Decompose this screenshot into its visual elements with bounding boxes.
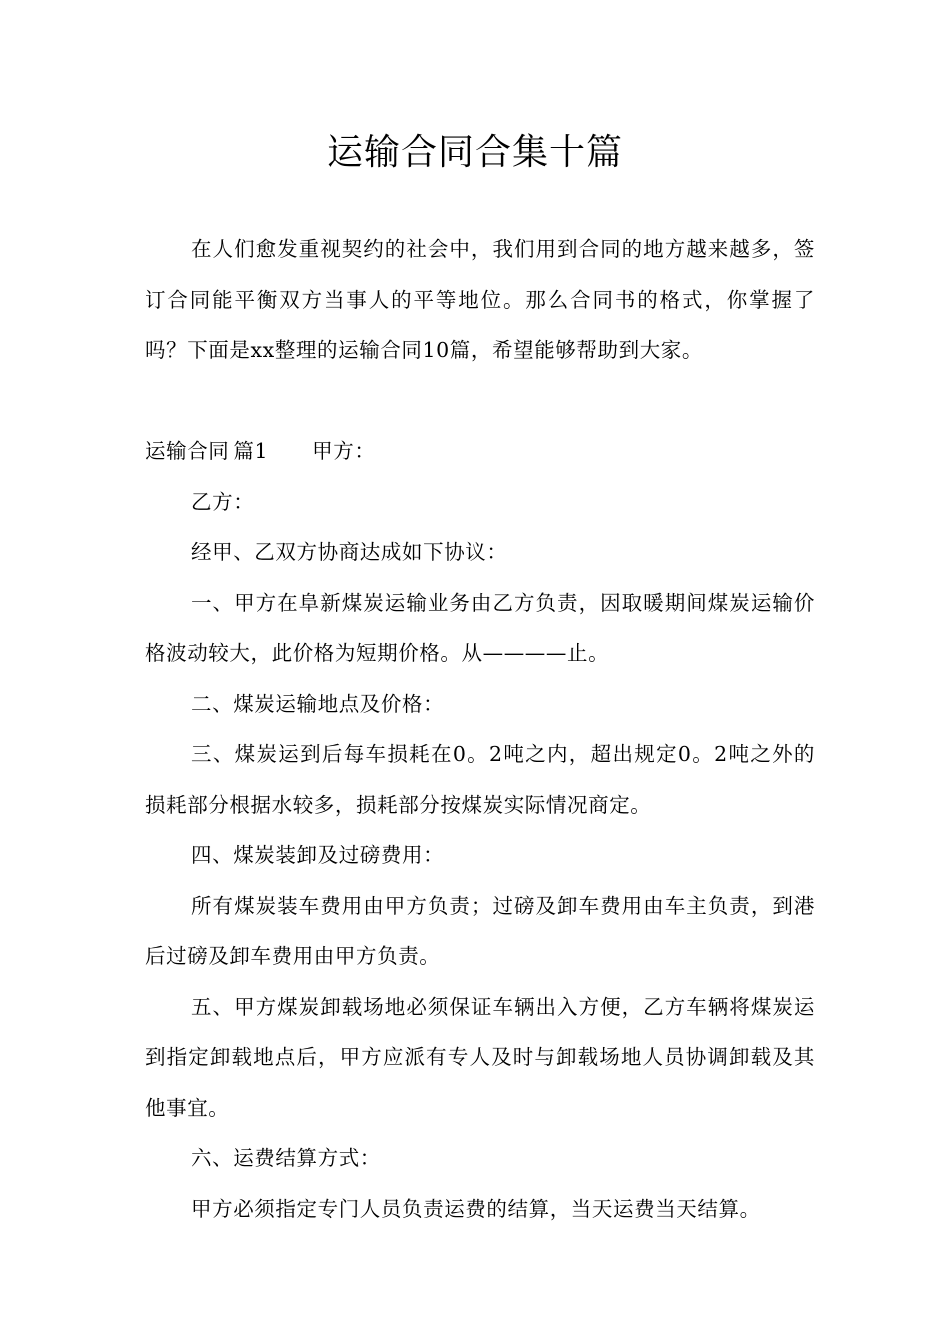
contract-paragraph: 甲方必须指定专门人员负责运费的结算，当天运费当天结算。 (191, 1196, 761, 1221)
contract-paragraph: 六、运费结算方式： (191, 1146, 381, 1170)
contract-paragraph: 五、甲方煤炭卸载场地必须保证车辆出入方便，乙方车辆将煤炭运到指定卸载地点后，甲方应派有专人及时与卸载场地人员协调卸载及其他事宜。 (145, 994, 815, 1120)
document-title: 运输合同合集十篇 (326, 132, 623, 173)
section-name: 运输合同 (145, 439, 230, 463)
party-a-label: 甲方： (312, 439, 376, 463)
contract-paragraph: 一、甲方在阜新煤炭运输业务由乙方负责，因取暖期间煤炭运输价格波动较大，此价格为短期价格。从————止。 (145, 590, 815, 665)
section-heading (145, 426, 815, 477)
intro-paragraph: 在人们愈发重视契约的社会中，我们用到合同的地方越来越多，签订合同能平衡双方当事人的平等地位。那么合同书的格式，你掌握了吗？下面是xx整理的运输合同10篇，希望能够帮助到大家。 (145, 237, 815, 362)
section-number: 篇1 (233, 439, 269, 463)
contract-paragraph: 二、煤炭运输地点及价格： (191, 691, 445, 716)
contract-paragraph: 所有煤炭装车费用由甲方负责；过磅及卸车费用由车主负责，到港后过磅及卸车费用由甲方负责。 (145, 893, 815, 968)
contract-paragraph: 三、煤炭运到后每车损耗在0。2吨之内，超出规定0。2吨之外的损耗部分根据水较多，损耗部分按煤炭实际情况商定。 (145, 742, 815, 817)
contract-paragraph: 经甲、乙双方协商达成如下协议： (191, 540, 508, 564)
contract-paragraph: 乙方： (191, 489, 255, 514)
contract-body (145, 426, 815, 1234)
contract-paragraph: 四、煤炭装卸及过磅费用： (191, 843, 445, 867)
intro-section (145, 224, 815, 376)
